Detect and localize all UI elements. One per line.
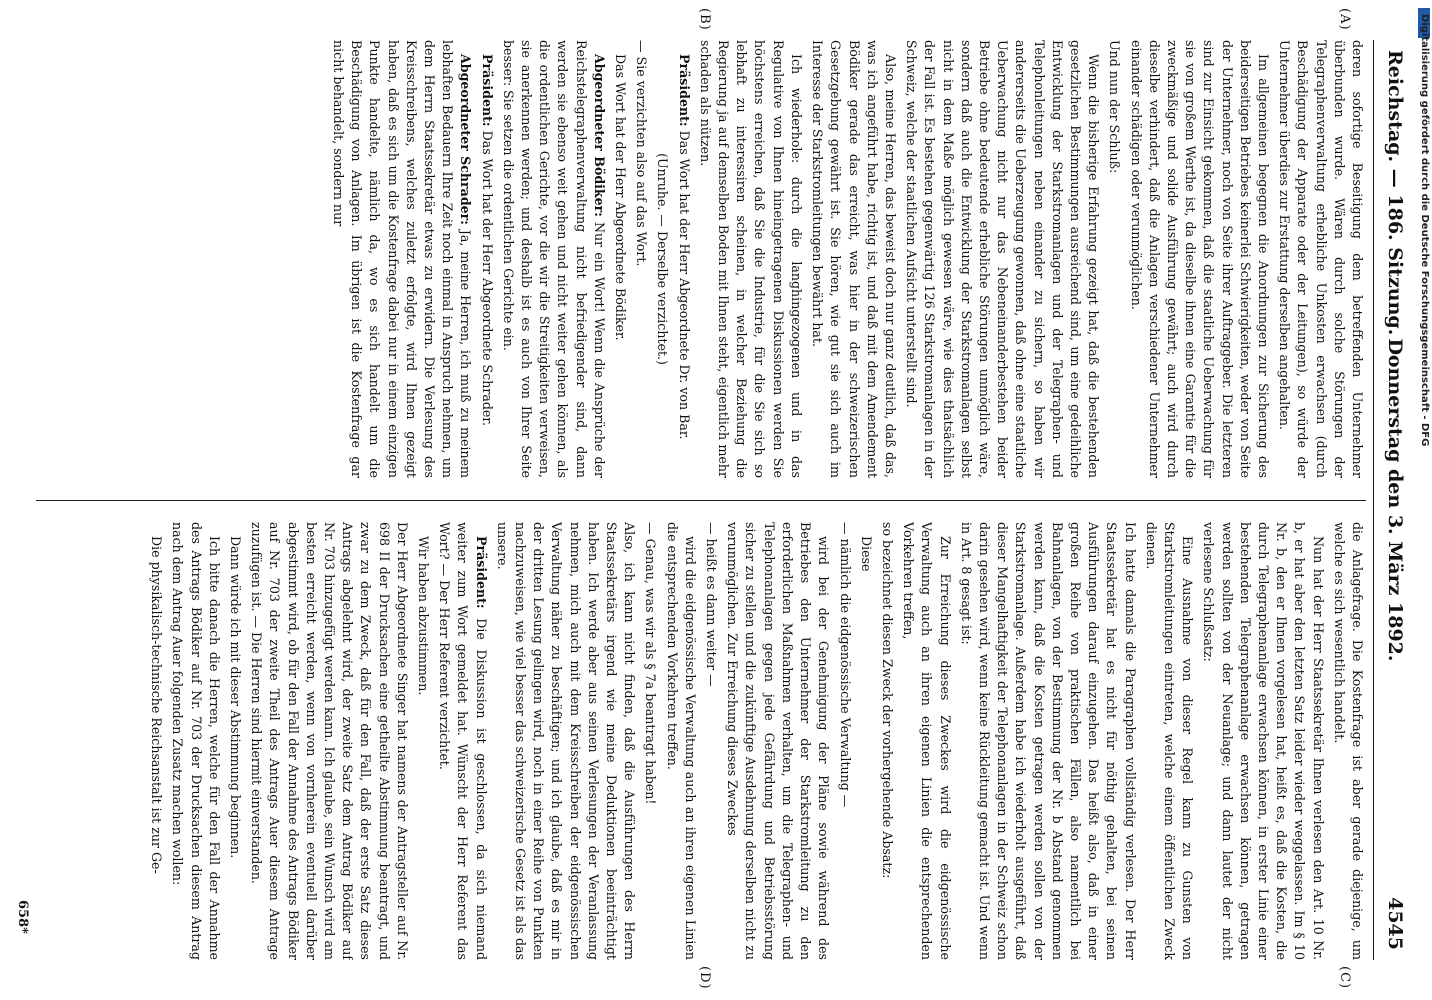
- digitization-credit-text: Digitalisierung gefördert durch die Deutsche Forschungsgemeinschaft - DFG: [1419, 14, 1430, 447]
- paragraph: Also, ich kann nicht finden, daß die Ausführungen des Herrn Staatssekretärs irgend wie meine Deduktionen beeinträchtigt haben. Ich werde aber aus seinen Verlesungen der Veranlassung nehmen, mich auch mit dem Kreisschreiben der eidgenössischen Verwaltung näher zu beschäftigen; und ich glaube, daß es mir in der dritten Lesung gelingen wird, noch in einer Reihe von Punkten nachzuweisen, wie viel besser das schweizerische Gesetz ist als das unsere.: [494, 522, 638, 960]
- speaker-name: Abgeordneter Schrader:: [458, 54, 474, 225]
- signature-mark: 658*: [15, 900, 30, 934]
- paragraph: Präsident: Das Wort hat der Herr Abgeordnete Schrader.: [479, 54, 495, 427]
- paragraph: Diese: [858, 536, 874, 572]
- margin-mark-d: (D): [697, 966, 712, 990]
- margin-mark-c: (C): [1337, 966, 1352, 990]
- paragraph: wird die eidgenössische Verwaltung auch an ihren eigenen Linien die entsprechenden Vorkehren treffen.: [664, 522, 698, 960]
- paragraph: Das Wort hat der Herr Abgeordnete Bödiker.: [613, 54, 629, 341]
- paragraph: Dann würde ich mit dieser Abstimmung beginnen.: [228, 536, 244, 859]
- paragraph: Abgeordneter Bödiker: Nur ein Wort! Wenn die Ansprüche der Reichstelegraphenverwaltung nicht befriedigender sind, dann werden sie ebenso weit gehen und nicht weiter gehen können, als die ordentlichen Gerichte, vor die wir die Streitigkeiten verweisen, sie anerkennen werden; und deshalb ist es auch von Ihrer Seite besser: Sie setzen die ordentlichen Gerichte ein.: [500, 40, 607, 478]
- speaker-name: Präsident:: [479, 54, 495, 127]
- paragraph: — heißt es dann weiter —: [704, 522, 720, 687]
- paragraph: — Genau, was wir als § 7a beantragt haben!: [643, 522, 659, 805]
- paragraph: Eine Ausnahme von dieser Regel kann zu Gunsten von Starkstromleitungen eintreten, welche einem öffentlichen Zweck dienen.: [1143, 522, 1196, 960]
- page-header: [1373, 40, 1414, 960]
- paragraph: — nämlich die eidgenössische Verwaltung —: [837, 522, 853, 808]
- paragraph: Wir haben abzustimmen.: [416, 536, 432, 696]
- digitization-credit: [1416, 10, 1432, 990]
- paragraph: (Unruhe. — Derselbe verzichtet.): [655, 153, 671, 365]
- speaker-name: Präsident:: [676, 54, 692, 127]
- left-column: [36, 40, 1366, 478]
- paragraph: so bezeichnet diesen Zweck der vorhergehende Absatz:: [879, 522, 895, 879]
- column-divider: [36, 500, 1366, 501]
- paragraph: die Anlagefrage. Die Kostenfrage ist aber gerade diejenige, um welche es sich wesentlich handelt.: [1331, 522, 1365, 960]
- paragraph: Nun hat der Herr Staatssekretär Ihnen verlesen den Art. 10 Nr. b, er hat aber den letzten Satz leider wieder weggelassen. Im § 10 Nr. b, den er Ihnen vorgelesen hat, heißt es, daß die Kosten, die durch Telegraphenanlage erwachsen können, in erster Linie einer bestehenden Telegraphenanlage erwachsen können, getragen werden sollten von der Neuanlage; und dann lautet der nicht verlesene Schlußsatz:: [1201, 522, 1326, 960]
- margin-mark-a: (A): [1337, 8, 1352, 31]
- paragraph: Der Herr Abgeordnete Singer hat namens der Antragsteller auf Nr. 698 II der Drucksachen eine getheilte Abstimmung beantragt, und zwar zu dem Zweck, daß für den Fall, daß der erste Satz dieses Antrags abgelehnt wird, der zweite Satz dem Antrag Bödiker auf Nr. 703 hinzugefügt werden kann. Ich glaube, sein Wunsch wird am besten erreicht werden, wenn von vornherein eventuell darüber abgestimmt wird, ob für den Fall der Annahme des Antrags Bödiker auf Nr. 703 der zweite Theil des Antrags Auer diesem Antrage zuzufügen ist. — Die Herren sind hiermit einverstanden.: [249, 522, 410, 960]
- paragraph: wird bei der Genehmigung der Pläne sowie während des Betriebes den Unternehmer der Starkstromleitung zu den erforderlichen Maßnahmen verhalten, um die Telegraphen- und Telephonanlagen gegen jede Gefährdung und Betriebsstörung sicher zu stellen und die zukünftige Ausdehnung derselben nicht zu verunmöglichen. Zur Erreichung dieses Zweckes: [725, 522, 832, 960]
- paragraph: Im allgemeinen begegnen die Anordnungen zur Sicherung des beiderseitigen Betriebes keinerlei Schwierigkeiten, weder von Seite der Unternehmer, noch von Seite ihrer Auftraggeber. Die letzteren sind zur Einsicht gekommen, daß die staatliche Ueberwachung für sie von großem Werthe ist, da dieselbe ihnen eine Garantie für die zweckmäßige und solide Ausführung gewährt; auch wird durch dieselbe verhindert, daß die Anlagen verschiedener Unternehmer einander schädigen oder verunmöglichen.: [1128, 40, 1271, 478]
- speaker-name: Präsident:: [473, 536, 489, 609]
- paragraph: Also, meine Herren, das beweist doch nur ganz deutlich, daß das, was ich angeführt habe, richtig ist, und daß mit dem Amendement Bödiker gerade das erreicht, was hier in der schweizerischen Gesetzgebung gewährt ist. Sie hören, wie gut sie sich auch im Interesse der Starkstromleitungen bewährt hat.: [810, 40, 898, 478]
- paragraph: — Sie verzichten also auf das Wort.: [634, 40, 650, 267]
- paragraph: Ich bitte danach die Herren, welche für den Fall der Annahme des Antrags Bödiker auf Nr. 703 der Drucksachen diesem Antrag nach dem Antrag Auer folgenden Zusatz machen wollen:: [170, 522, 222, 960]
- header-left: Reichstag. — 186. Sitzung.: [1384, 50, 1406, 336]
- paragraph: Abgeordneter Schrader: Ja, meine Herren, ich muß zu meinem lebhaften Bedauern Ihre Zeit noch einmal in Anspruch nehmen, um dem Herrn Staatssekretär etwas zu erwidern. Die Verlesung des Kreisschreibens, welches zuletzt erfolgte, wird Ihnen gezeigt haben, daß es sich um die Kostenfrage dabei nur in einem einzigen Punkte handelte, nämlich da, wo es sich handelt um die Beschädigung von Anlagen. Im übrigen ist die Kostenfrage gar nicht behandelt, sondern nur: [331, 40, 474, 478]
- paragraph: Ich hatte damals die Paragraphen vollständig verlesen. Der Herr Staatssekretär hat es nicht für nöthig gehalten, bei seinen Ausführungen darauf einzugehen. Das heißt also, daß in einer großen Reihe von praktischen Fällen, also namentlich bei Bahnanlagen, von der Bestimmung der Nr. b Abstand genommen werden kann, daß die Kosten getragen werden sollen von der Starkstromanlage. Außerdem habe ich wiederholt ausgeführt, daß dieser Mangelhaftigkeit der Telephonanlagen in der Schweiz schon darin gesehen wird, wenn keine Rückleitung gemacht ist. Und wenn in Art. 8 gesagt ist:: [958, 522, 1138, 960]
- paragraph: Ich wiederhole: durch die langhingezogenen und in das Regulative von Ihnen hineingetragenen Diskussionen werden Sie höchstens erreichen, daß Sie die Industrie, für die Sie sich so lebhaft zu interessiren scheinen, in welcher Beziehung die Regierung ja auf demselben Boden mit Ihnen steht, eigentlich mehr schaden als nützen.: [697, 40, 804, 478]
- paragraph: Zur Erreichung dieses Zweckes wird die eidgenössische Verwaltung auch an ihren eigenen Linien die entsprechenden Vorkehren treffen,: [901, 522, 953, 960]
- paragraph: Präsident: Das Wort hat der Herr Abgeordnete Dr. von Bar.: [676, 54, 692, 440]
- header-date: Donnerstag den 3. März 1892.: [1384, 338, 1406, 662]
- paragraph: Die physikalisch-technische Reichsanstalt ist zur Ge-: [149, 536, 165, 874]
- paragraph: deren sofortige Beseitigung dem betreffenden Unternehmer überbunden wurde. Wären durch solche Störungen der Telegraphenverwaltung erhebliche Unkosten erwachsen (durch Beschädigung der Apparate oder der Leitungen), so würde der Unternehmer überdies zur Erstattung derselben angehalten.: [1277, 40, 1365, 478]
- page-number: 4545: [1384, 897, 1406, 950]
- right-column: [36, 522, 1366, 960]
- paragraph: Und nun der Schluß:: [1107, 40, 1123, 174]
- margin-mark-b: (B): [697, 8, 712, 31]
- speaker-name: Abgeordneter Bödiker:: [591, 54, 607, 217]
- paragraph: Präsident: Die Diskussion ist geschlossen, da sich niemand weiter zum Wort gemeldet hat. Wünscht der Herr Referent das Wort? — Der Herr Referent verzichtet.: [437, 522, 489, 960]
- paragraph: Wenn die bisherige Erfahrung gezeigt hat, daß die bestehenden gesetzlichen Bestimmungen ausreichend sind, um eine gedeihliche Entwicklung der Starkstromanlagen und der Telegraphen- und Telephonleitungen neben einander zu sichern, so haben wir andererseits die Ueberzeugung gewonnen, daß ohne eine staatliche Ueberwachung nicht nur das Nebeneinanderbestehen beider Betriebe ohne bedeutende erhebliche Störungen unmöglich wäre, sondern daß auch die Entwicklung der Starkstromanlagen selbst nicht in dem Maße möglich gewesen wäre, wie dies thatsächlich der Fall ist. Es bestehen gegenwärtig 126 Starkstromanlagen in der Schweiz, welche der staatlichen Aufsicht unterstellt sind.: [904, 40, 1102, 478]
